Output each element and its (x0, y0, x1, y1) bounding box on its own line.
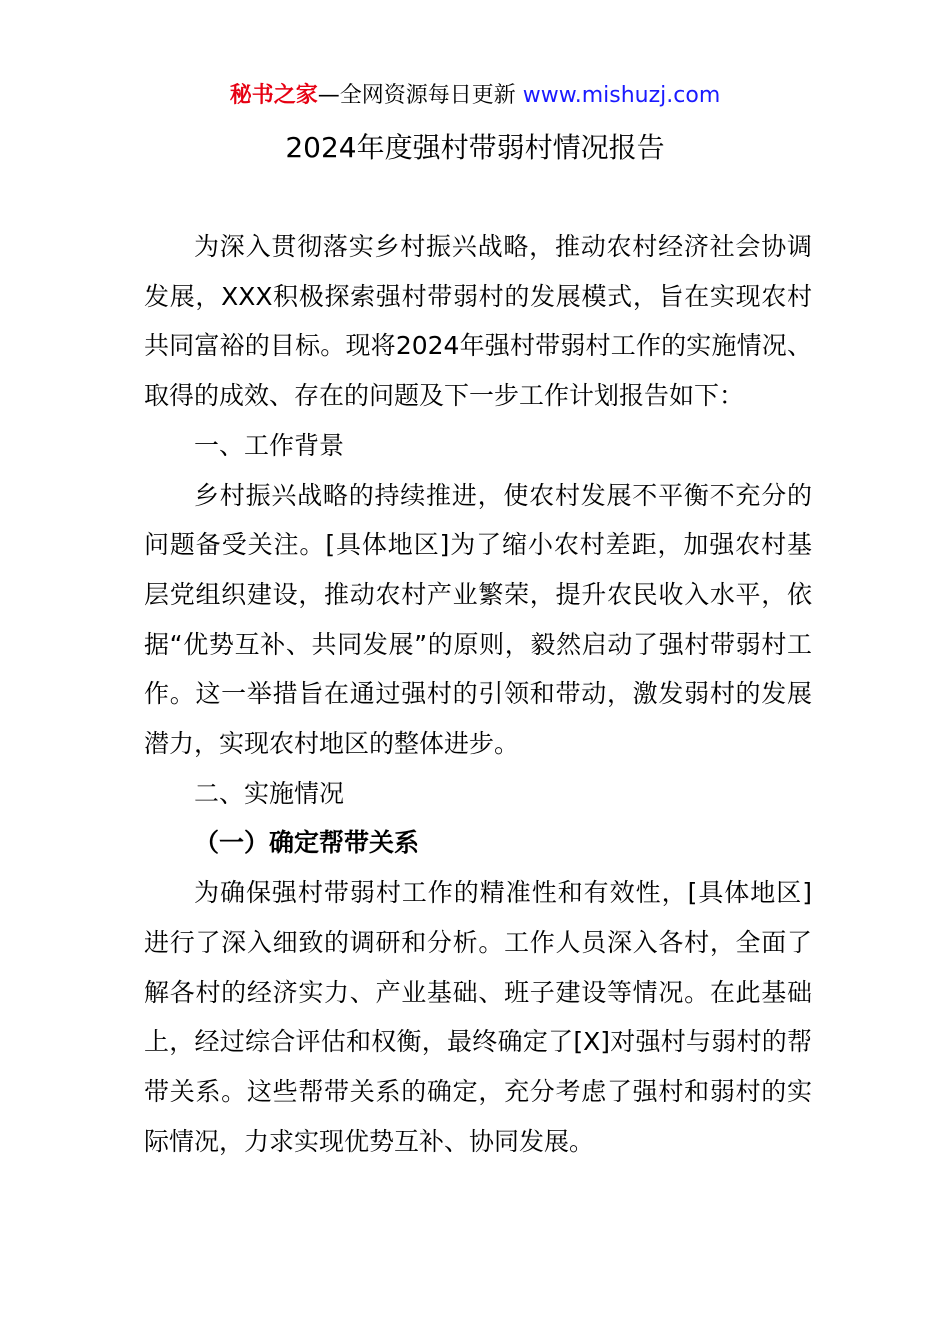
document-body (144, 222, 812, 1166)
subsection-heading-pairing: （一）确定帮带关系 (194, 828, 420, 858)
site-header (0, 80, 950, 112)
intro-paragraph: 为深入贯彻落实乡村振兴战略，推动农村经济社会协调发展，XXX积极探索强村带弱村的发展模式，旨在实现农村共同富裕的目标。现将2024年强村带弱村工作的实施情况、取得的成效、存在的问题及下一步工作计划报告如下： (144, 232, 812, 411)
document-title: 2024年度强村带弱村情况报告 (285, 131, 665, 164)
section-heading-background: 一、工作背景 (194, 430, 345, 460)
section-heading-implementation: 二、实施情况 (194, 778, 345, 808)
background-paragraph: 乡村振兴战略的持续推进，使农村发展不平衡不充分的问题备受关注。[具体地区]为了缩小农村差距，加强农村基层党组织建设，推动农村产业繁荣，提升农民收入水平，依据“优势互补、共同发展”的原则，毅然启动了强村带弱村工作。这一举措旨在通过强村的引领和带动，激发弱村的发展潜力，实现农村地区的整体进步。 (144, 480, 812, 759)
site-tagline: —全网资源每日更新 (317, 83, 516, 108)
site-brand: 秘书之家 (229, 83, 318, 108)
pairing-paragraph: 为确保强村带弱村工作的精准性和有效性，[具体地区]进行了深入细致的调研和分析。工作人员深入各村，全面了解各村的经济实力、产业基础、班子建设等情况。在此基础上，经过综合评估和权衡，最终确定了[X]对强村与弱村的帮带关系。这些帮带关系的确定，充分考虑了强村和弱村的实际情况，力求实现优势互补、协同发展。 (144, 878, 812, 1156)
site-url-link[interactable]: www.mishuzj.com (522, 83, 721, 108)
